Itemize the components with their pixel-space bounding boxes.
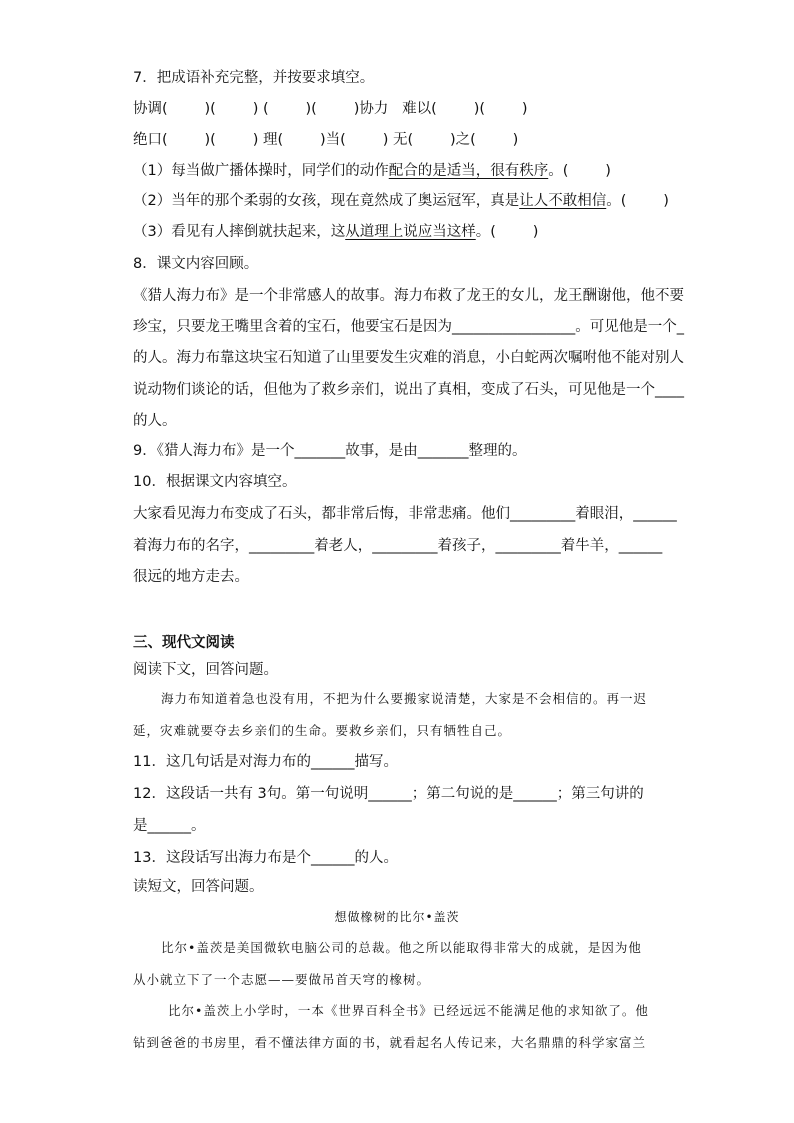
passage-line-1: 海力布知道着急也没有用，不把为什么要搬家说清楚，大家是不会相信的。再一迟 [161, 691, 648, 706]
q7-sentence-2: （2）当年的那个柔弱的女孩，现在竟然成了奥运冠军，真是让人不敢相信。( ) [133, 193, 669, 209]
q12-line-2: 是______。 [133, 818, 206, 834]
story-p2-line-1: 比尔•盖茨上小学时，一本《世界百科全书》已经远远不能满足他的求知欲了。他 [168, 1003, 649, 1018]
story-title: 想做橡树的比尔•盖茨 [334, 910, 460, 924]
q9: 9．《猎人海力布》是一个_______故事，是由_______整理的。 [133, 443, 527, 459]
q8-title: 8．课文内容回顾。 [133, 256, 259, 272]
q8-line-2: 珍宝，只要龙王嘴里含着的宝石，他要宝石是因为_________________。可见他是一个_ [133, 319, 684, 335]
q7-sentence-1: （1）每当做广播体操时，同学们的动作配合的是适当，很有秩序。( ) [133, 163, 611, 179]
story-p2-line-2: 钻到爸爸的书房里，看不懂法律方面的书，就看起名人传记来，大名鼎鼎的科学家富兰 [133, 1035, 647, 1050]
q8-line-1: 《猎人海力布》是一个非常感人的故事。海力布救了龙王的女儿，龙王酬谢他，他不要 [133, 288, 684, 304]
section-3-instruction-2: 读短文，回答问题。 [133, 879, 264, 895]
section-3-heading: 三、现代文阅读 [133, 635, 235, 651]
q8-line-4: 说动物们谈论的话，但他为了救乡亲们，说出了真相，变成了石头，可见他是一个____ [133, 382, 684, 398]
q8-line-5: 的人。 [133, 413, 177, 429]
story-p1-line-1: 比尔•盖茨是美国微软电脑公司的总裁。他之所以能取得非常大的成就，是因为他 [161, 940, 642, 955]
q7-idiom-row-1: 协调( )( ) ( )( )协力 难以( )( ) [133, 101, 528, 117]
section-3-instruction: 阅读下文，回答问题。 [133, 662, 278, 678]
passage-line-2: 延，灾难就要夺去乡亲们的生命。要救乡亲们，只有牺牲自己。 [133, 723, 512, 738]
q8-line-3: 的人。海力布靠这块宝石知道了山里要发生灾难的消息，小白蛇两次嘱咐他不能对别人 [133, 350, 684, 366]
q10-line-1: 大家看见海力布变成了石头，都非常后悔，非常悲痛。他们_________着眼泪，______ [133, 506, 677, 522]
q7-idiom-row-2: 绝口( )( ) 理( )当( ) 无( )之( ) [133, 132, 519, 148]
q10-line-2: 着海力布的名字，_________着老人，_________着孩子，_________着牛羊，______ [133, 538, 663, 554]
q11: 11．这几句话是对海力布的______描写。 [133, 754, 398, 770]
story-p1-line-2: 从小就立下了一个志愿——要做吊首天穹的橡树。 [133, 972, 431, 987]
q7-sentence-3: （3）看见有人摔倒就扶起来，这从道理上说应当这样。( ) [133, 224, 539, 240]
q7-title: 7．把成语补充完整，并按要求填空。 [133, 70, 375, 86]
q10-title: 10．根据课文内容填空。 [133, 474, 297, 490]
q13: 13．这段话写出海力布是个______的人。 [133, 850, 398, 866]
q12-line-1: 12．这段话一共有 3句。第一句说明______；第二句说的是______；第三句讲的 [133, 786, 644, 802]
q10-line-3: 很远的地方走去。 [133, 569, 249, 585]
